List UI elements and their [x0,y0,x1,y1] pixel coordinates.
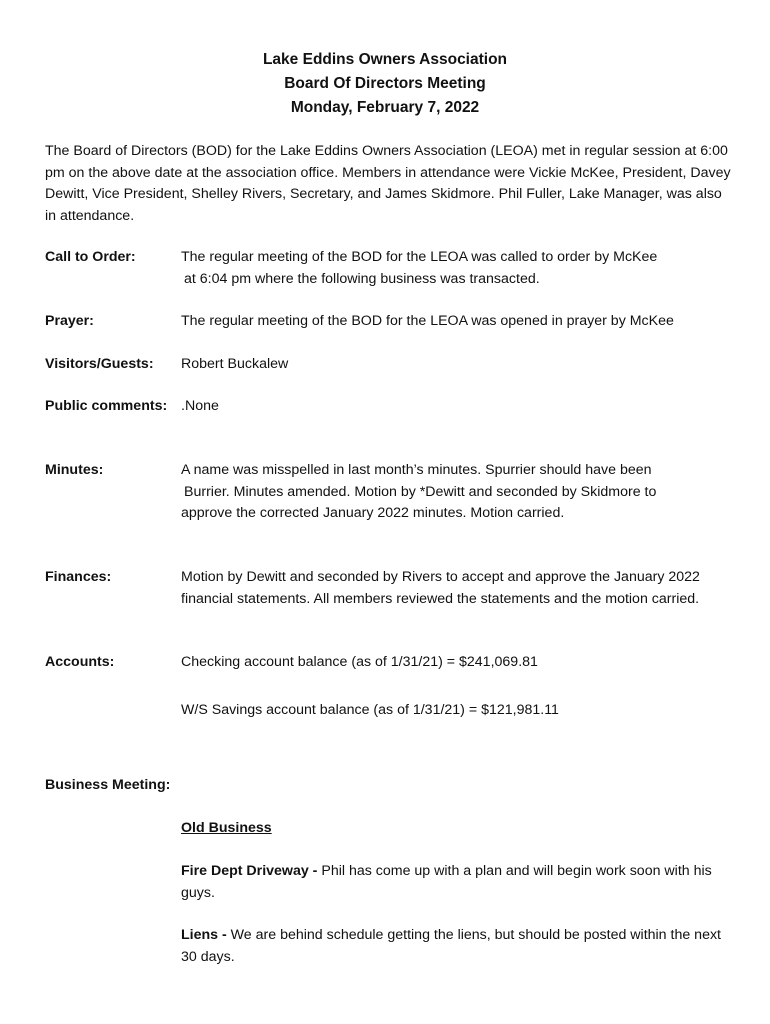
call-to-order-line-1: The regular meeting of the BOD for the LEOA was called to order by McKee [181,249,658,265]
call-to-order-text [181,247,731,290]
document-title [0,48,770,120]
public-comments-text: .None [181,398,219,414]
intro-paragraph: The Board of Directors (BOD) for the Lake Eddins Owners Association (LEOA) met in regular session at 6:00 pm on the above date at the association office. Members in attendance were Vickie McKee, President, Davey Dewitt, Vice President, Shelley Rivers, Secretary, and James Skidmore. Phil Fuller, Lake Manager, was also in attendance. [45,143,731,224]
business-item [181,925,731,968]
visitors-label: Visitors/Guests: [45,356,154,372]
call-to-order-line-2: at 6:04 pm where the following business was transacted. [184,270,540,287]
visitors-text: Robert Buckalew [181,356,289,372]
prayer-label: Prayer: [45,313,94,329]
finances-text: Motion by Dewitt and seconded by Rivers to accept and approve the January 2022 financial statements. All members reviewed the statements and the motion carried. [181,569,700,607]
prayer-text: The regular meeting of the BOD for the LEOA was opened in prayer by McKee [181,313,674,329]
business-item-title: Fire Dept Driveway - [181,863,322,879]
business-item-text: Phil has come up with a plan and will begin work soon with his guys. [181,863,712,901]
business-item [181,861,731,904]
meeting-date: Monday, February 7, 2022 [290,99,480,116]
old-business-heading: Old Business [181,820,272,836]
business-item-text: We are behind schedule getting the liens, but should be posted within the next 30 days. [181,927,721,965]
business-meeting-label: Business Meeting: [45,777,171,793]
accounts-label: Accounts: [45,654,115,670]
checking-balance: Checking account balance (as of 1/31/21) = $241,069.81 [181,654,538,670]
minutes-line-2: Burrier. Minutes amended. Motion by *Dewitt and seconded by Skidmore to [184,483,657,500]
public-comments-label: Public comments: [45,398,168,414]
minutes-line-1: A name was misspelled in last month’s minutes. Spurrier should have been [181,462,652,478]
association-name: Lake Eddins Owners Association [262,51,508,68]
minutes-line-3: approve the corrected January 2022 minutes. Motion carried. [181,505,565,521]
finances-label: Finances: [45,569,112,585]
call-to-order-label: Call to Order: [45,249,136,265]
minutes-text [181,460,731,525]
savings-balance: W/S Savings account balance (as of 1/31/21) = $121,981.11 [181,702,559,718]
meeting-type: Board Of Directors Meeting [284,75,486,92]
minutes-label: Minutes: [45,462,104,478]
business-item-title: Liens - [181,927,231,943]
